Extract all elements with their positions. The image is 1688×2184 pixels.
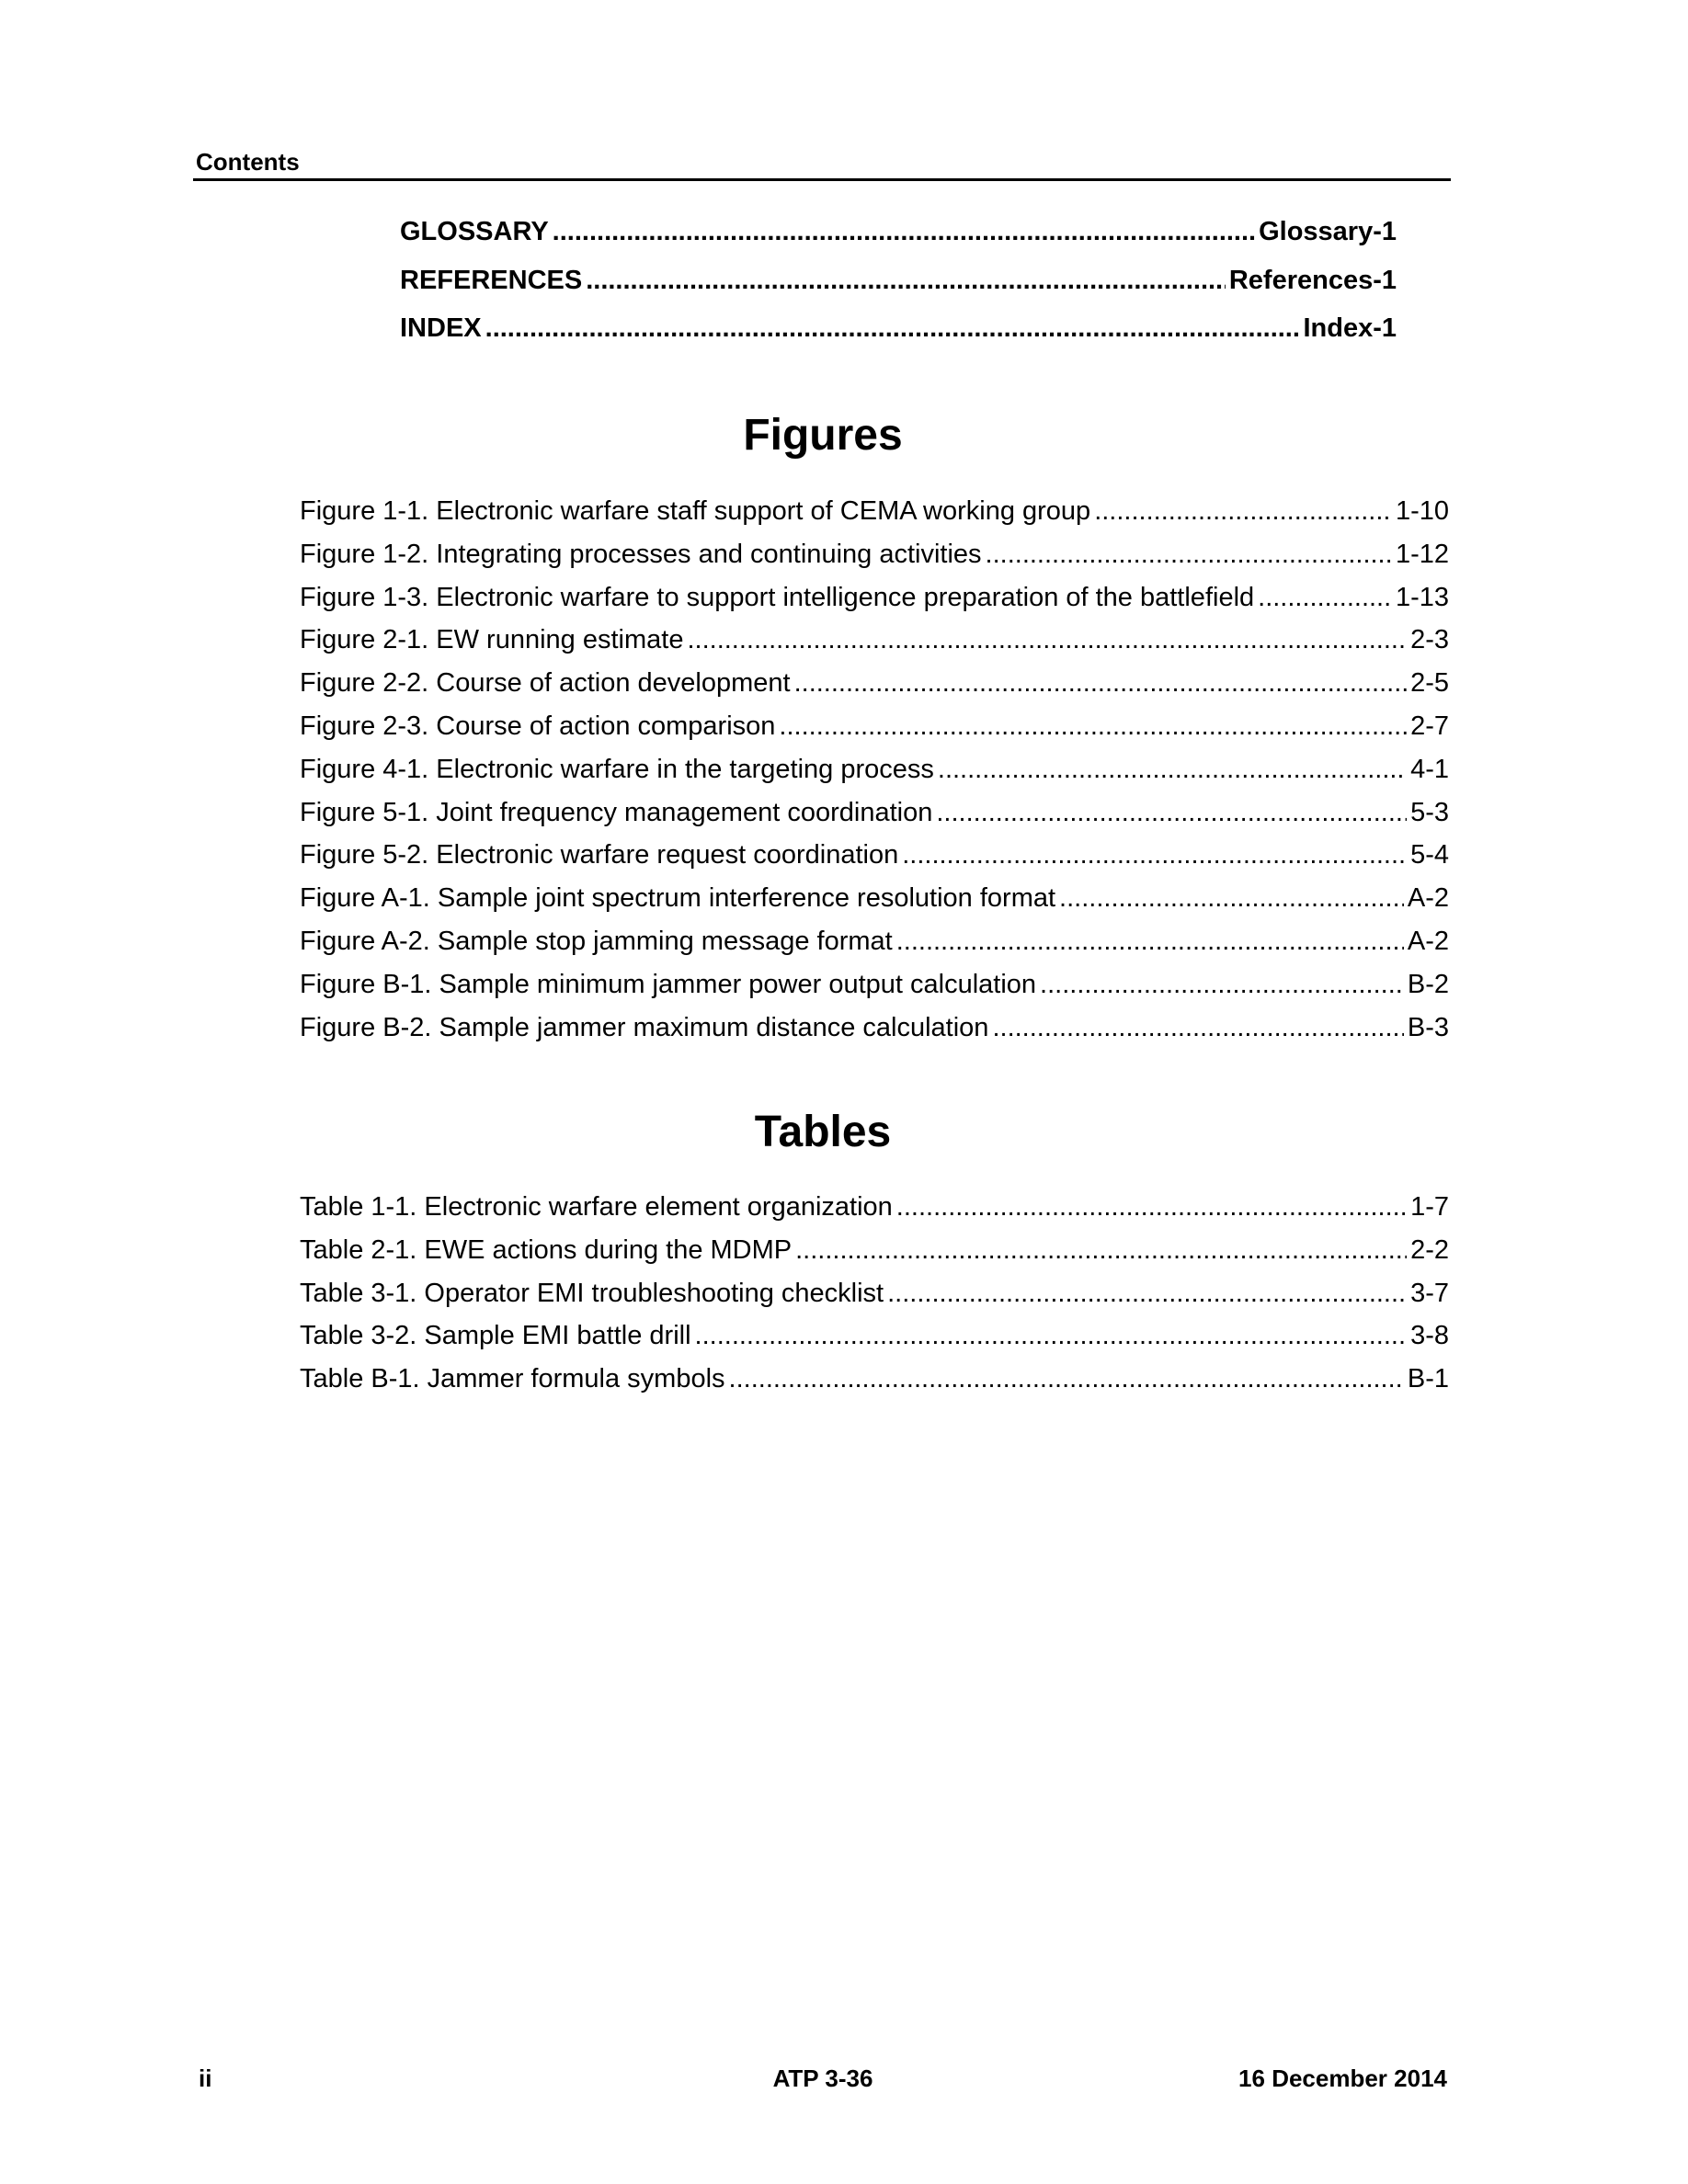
- table-entry-page: 1-7: [1410, 1192, 1449, 1222]
- dot-leader: [936, 791, 1407, 835]
- toc-entry-label: GLOSSARY: [400, 217, 549, 246]
- figure-entry-label: Figure 4-1. Electronic warfare in the targeting process: [300, 754, 934, 784]
- figure-entry-page: A-2: [1407, 926, 1449, 956]
- dot-leader: [795, 1229, 1407, 1272]
- figure-entry[interactable]: [300, 533, 1449, 576]
- figure-entry-page: 5-3: [1410, 797, 1449, 827]
- figure-entry-page: 5-4: [1410, 840, 1449, 870]
- figures-list: [300, 490, 1449, 1049]
- figure-entry-page: 2-7: [1410, 711, 1449, 741]
- dot-leader: [902, 834, 1407, 877]
- table-entry-page: 3-8: [1410, 1321, 1449, 1351]
- figure-entry-page: 2-3: [1410, 625, 1449, 655]
- figure-entry-page: 2-5: [1410, 668, 1449, 699]
- figure-entry-label: Figure B-2. Sample jammer maximum distance calculation: [300, 1012, 989, 1042]
- table-entry-page: 2-2: [1410, 1234, 1449, 1265]
- table-entry[interactable]: [300, 1229, 1449, 1272]
- toc-entry-page: References-1: [1228, 265, 1397, 295]
- figures-heading: Figures: [743, 411, 903, 460]
- main-toc-list: [400, 208, 1397, 353]
- tables-heading: Tables: [754, 1108, 892, 1156]
- dot-leader: [887, 1272, 1407, 1315]
- figure-entry-label: Figure 1-1. Electronic warfare staff support of CEMA working group: [300, 496, 1091, 526]
- figure-entry-label: Figure 5-2. Electronic warfare request coordination: [300, 840, 899, 870]
- dot-leader: [729, 1358, 1404, 1401]
- table-entry[interactable]: [300, 1358, 1449, 1401]
- toc-entry-index[interactable]: [400, 304, 1397, 353]
- toc-entry-label: REFERENCES: [400, 265, 583, 295]
- dot-leader: [1258, 576, 1392, 620]
- table-entry-label: Table 2-1. EWE actions during the MDMP: [300, 1234, 793, 1265]
- header-rule: [193, 178, 1451, 181]
- figure-entry[interactable]: [300, 1007, 1449, 1050]
- figure-entry-label: Figure B-1. Sample minimum jammer power output calculation: [300, 969, 1037, 999]
- table-entry[interactable]: [300, 1314, 1449, 1358]
- figure-entry-label: Figure 2-2. Course of action development: [300, 668, 791, 699]
- figure-entry-label: Figure 2-3. Course of action comparison: [300, 711, 776, 741]
- figure-entry-label: Figure 1-2. Integrating processes and continuing activities: [300, 539, 982, 569]
- footer-page-number: ii: [199, 2065, 212, 2092]
- table-entry-label: Table 3-1. Operator EMI troubleshooting checklist: [300, 1278, 884, 1308]
- dot-leader: [485, 304, 1300, 353]
- dot-leader: [1059, 877, 1404, 920]
- figure-entry[interactable]: [300, 576, 1449, 620]
- dot-leader: [938, 748, 1407, 791]
- figure-entry[interactable]: [300, 791, 1449, 835]
- dot-leader: [896, 920, 1404, 963]
- dot-leader: [992, 1007, 1403, 1050]
- figure-entry[interactable]: [300, 490, 1449, 533]
- table-entry[interactable]: [300, 1186, 1449, 1229]
- footer-date: 16 December 2014: [1238, 2065, 1447, 2092]
- dot-leader: [586, 256, 1226, 305]
- table-entry-label: Table 3-2. Sample EMI battle drill: [300, 1321, 691, 1351]
- toc-entry-references[interactable]: [400, 256, 1397, 305]
- dot-leader: [986, 533, 1392, 576]
- figure-entry[interactable]: [300, 662, 1449, 705]
- dot-leader: [1040, 963, 1404, 1007]
- figure-entry-label: Figure 1-3. Electronic warfare to support intelligence preparation of the battlefield: [300, 582, 1255, 612]
- table-entry-label: Table 1-1. Electronic warfare element organization: [300, 1192, 893, 1222]
- dot-leader: [896, 1186, 1407, 1229]
- table-entry-page: 3-7: [1410, 1278, 1449, 1308]
- figure-entry[interactable]: [300, 877, 1449, 920]
- figure-entry-label: Figure A-2. Sample stop jamming message format: [300, 926, 893, 956]
- dot-leader: [1094, 490, 1392, 533]
- figure-entry-page: B-2: [1407, 969, 1449, 999]
- footer-publication: ATP 3-36: [772, 2065, 873, 2092]
- running-head: Contents: [196, 148, 300, 176]
- figure-entry-page: 4-1: [1410, 754, 1449, 784]
- figure-entry-label: Figure 2-1. EW running estimate: [300, 625, 684, 655]
- figure-entry-page: 1-10: [1395, 496, 1449, 526]
- figure-entry[interactable]: [300, 619, 1449, 662]
- dot-leader: [553, 208, 1255, 256]
- dot-leader: [779, 705, 1407, 748]
- toc-entry-label: INDEX: [400, 313, 482, 343]
- figure-entry[interactable]: [300, 748, 1449, 791]
- table-entry-label: Table B-1. Jammer formula symbols: [300, 1364, 725, 1394]
- figure-entry-page: 1-13: [1395, 582, 1449, 612]
- figure-entry-label: Figure 5-1. Joint frequency management coordination: [300, 797, 933, 827]
- figure-entry-page: 1-12: [1395, 539, 1449, 569]
- table-entry[interactable]: [300, 1272, 1449, 1315]
- figure-entry-page: B-3: [1407, 1012, 1449, 1042]
- toc-entry-page: Index-1: [1303, 313, 1397, 343]
- figure-entry[interactable]: [300, 920, 1449, 963]
- table-entry-page: B-1: [1407, 1364, 1449, 1394]
- toc-entry-glossary[interactable]: [400, 208, 1397, 256]
- figure-entry-label: Figure A-1. Sample joint spectrum interference resolution format: [300, 883, 1056, 914]
- dot-leader: [695, 1314, 1408, 1358]
- figure-entry[interactable]: [300, 834, 1449, 877]
- dot-leader: [687, 619, 1407, 662]
- figure-entry[interactable]: [300, 963, 1449, 1007]
- figure-entry-page: A-2: [1407, 883, 1449, 914]
- tables-list: [300, 1186, 1449, 1401]
- toc-entry-page: Glossary-1: [1259, 217, 1397, 246]
- figure-entry[interactable]: [300, 705, 1449, 748]
- dot-leader: [794, 662, 1408, 705]
